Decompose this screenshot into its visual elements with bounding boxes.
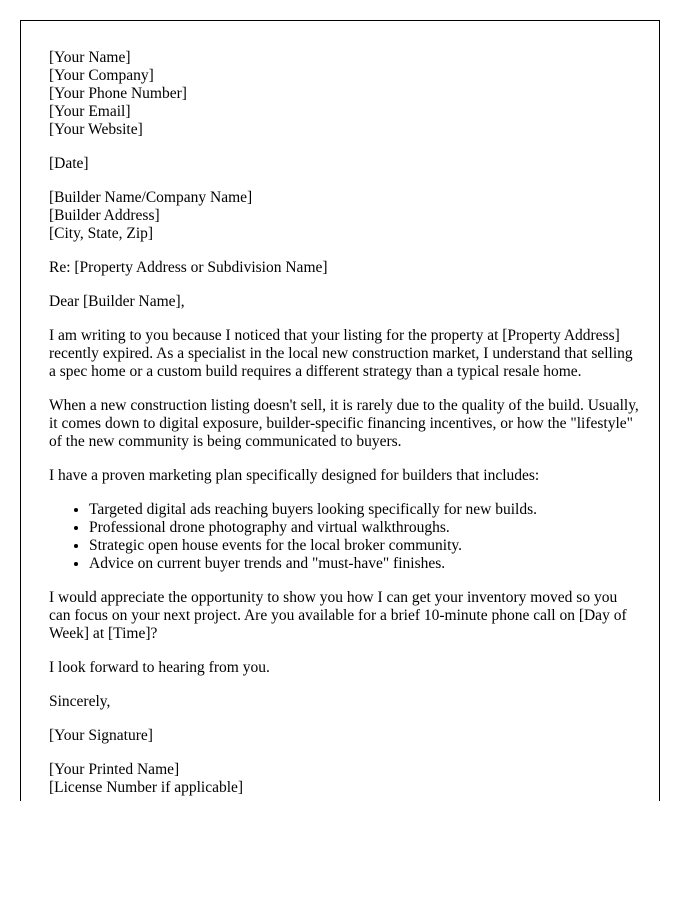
sender-name: [Your Name]	[49, 49, 131, 66]
body-paragraph: I look forward to hearing from you.	[49, 659, 270, 676]
body-paragraph: When a new construction listing doesn't sell, it is rarely due to the quality of the build. Usually, it comes down to digital exposure, builder-specific financing incentives, or how the "lifestyle" of the new community is being communicated to buyers.	[49, 397, 639, 450]
recipient-name: [Builder Name/Company Name]	[49, 189, 253, 206]
sender-email: [Your Email]	[49, 103, 131, 120]
license-number: [License Number if applicable]	[49, 779, 244, 796]
body-paragraph: I have a proven marketing plan specifically designed for builders that includes:	[49, 467, 540, 484]
letter-page	[20, 20, 660, 801]
body-paragraph: I would appreciate the opportunity to show you how I can get your inventory moved so you can focus on your next project. Are you available for a brief 10-minute phone call on [Day of Week] at [Time]?	[49, 589, 627, 642]
list-item: • Professional drone photography and virtual walkthroughs.	[89, 519, 639, 537]
subject-line: Re: [Property Address or Subdivision Name]	[49, 259, 328, 276]
signoff: Sincerely,	[49, 693, 111, 710]
feature-list	[49, 501, 639, 573]
sender-company: [Your Company]	[49, 67, 154, 84]
sender-website: [Your Website]	[49, 121, 143, 138]
recipient-city: [City, State, Zip]	[49, 225, 154, 242]
list-item: • Strategic open house events for the local broker community.	[89, 537, 639, 555]
salutation: Dear [Builder Name],	[49, 293, 185, 310]
recipient-block	[49, 189, 639, 243]
printed-name-block	[49, 761, 639, 797]
sender-block	[49, 49, 639, 139]
list-item: • Targeted digital ads reaching buyers looking specifically for new builds.	[89, 501, 639, 519]
letter-date: [Date]	[49, 155, 89, 172]
printed-name: [Your Printed Name]	[49, 761, 180, 778]
letter-body	[49, 49, 639, 801]
recipient-address: [Builder Address]	[49, 207, 160, 224]
list-item: • Advice on current buyer trends and "must-have" finishes.	[89, 555, 639, 573]
sender-phone: [Your Phone Number]	[49, 85, 187, 102]
body-paragraph: I am writing to you because I noticed that your listing for the property at [Property Address] recently expired. As a specialist in the local new construction market, I understand that selling a spec home or a custom build requires a different strategy than a typical resale home.	[49, 327, 633, 380]
signature-placeholder: [Your Signature]	[49, 727, 153, 744]
